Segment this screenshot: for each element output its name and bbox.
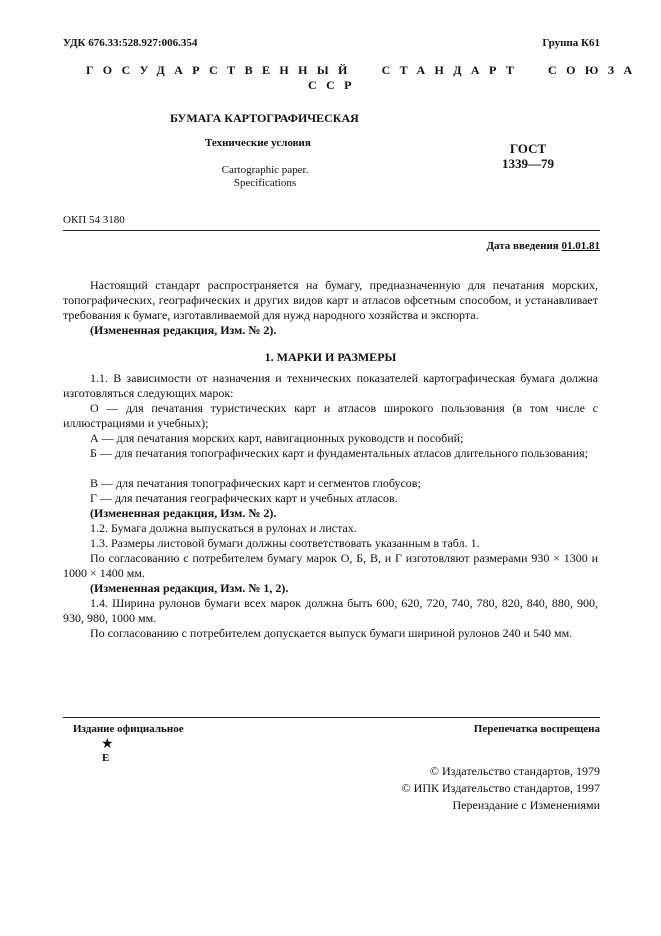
- gost-label: ГОСТ: [509, 141, 547, 156]
- star-icon: ★: [101, 737, 114, 752]
- introduction-date: [486, 240, 600, 253]
- mark-g: Г — для печатания географических карт и учебных атласов.: [90, 491, 398, 505]
- header-divider: [63, 230, 600, 231]
- english-title-line2: Specifications: [233, 177, 297, 189]
- reprint-prohibited: Перепечатка воспрещена: [473, 723, 600, 735]
- mark-a: А — для печатания морских карт, навигационных руководств и пособий;: [90, 431, 464, 445]
- revision-2: (Измененная редакция, Изм. № 1, 2).: [90, 581, 289, 595]
- gost-number: 1339—79: [502, 156, 554, 171]
- mark-o: О — для печатания туристических карт и атласов широкого пользования (в том числе с иллюстрациями и учебных);: [63, 401, 598, 430]
- edition-letter: Е: [102, 752, 110, 764]
- mark-v: В — для печатания топографических карт и сегментов глобусов;: [90, 476, 421, 490]
- introduction-date-label: Дата введения: [486, 240, 559, 252]
- intro-revision: (Измененная редакция, Изм. № 2).: [90, 323, 277, 337]
- clause-1-4-agreement: По согласованию с потребителем допускается выпуск бумаги шириной рулонов 240 и 540 мм.: [90, 626, 573, 640]
- clause-1-3-agreement: По согласованию с потребителем бумагу марок О, Б, В, и Г изготовляют размерами 930 × 1300 и 1000 × 1400 мм.: [63, 551, 598, 580]
- copyright-1979: © Издательство стандартов, 1979: [429, 764, 600, 778]
- footer-divider: [63, 717, 600, 718]
- official-edition: Издание официальное: [73, 723, 184, 735]
- intro-paragraph: Настоящий стандарт распространяется на бумагу, предназначенную для печатания морских, топографических, географических и других видов карт и атласов офсетным способом, и устанавливает требования к бумаге, изготавливаемой для нужд народного хозяйства и экспорта.: [63, 278, 598, 322]
- udk-code: УДК 676.33:528.927:006.354: [63, 37, 198, 49]
- clause-1-3: 1.3. Размеры листовой бумаги должны соответствовать указанным в табл. 1.: [90, 536, 480, 550]
- copyright-1997: © ИПК Издательство стандартов, 1997: [401, 781, 600, 795]
- revision-1: (Измененная редакция, Изм. № 2).: [90, 506, 277, 520]
- document-title: БУМАГА КАРТОГРАФИЧЕСКАЯ: [170, 111, 359, 125]
- mark-b: Б — для печатания топографических карт и фундаментальных атласов длительного пользования;: [90, 446, 588, 460]
- document-subtitle: Технические условия: [205, 137, 311, 149]
- english-title-line1: Cartographic paper.: [221, 164, 309, 176]
- clause-1-2: 1.2. Бумага должна выпускаться в рулонах и листах.: [90, 521, 357, 535]
- section-1-heading: 1. МАРКИ И РАЗМЕРЫ: [264, 350, 397, 364]
- group-code: Группа К61: [542, 37, 600, 49]
- state-standard-line2: ССР: [308, 78, 361, 92]
- okp-code: ОКП 54 3180: [63, 214, 125, 226]
- clause-1-1: 1.1. В зависимости от назначения и технических показателей картографическая бумага должна изготовляться следующих марок:: [63, 371, 598, 400]
- reissue-note: Переиздание с Изменениями: [452, 798, 600, 812]
- state-standard-line1: ГОСУДАРСТВЕННЫЙ СТАНДАРТ СОЮЗА: [86, 63, 642, 77]
- clause-1-4: 1.4. Ширина рулонов бумаги всех марок должна быть 600, 620, 720, 740, 780, 820, 840, 880, 900, 930, 980, 1000 мм.: [63, 596, 598, 625]
- introduction-date-value: 01.01.81: [561, 240, 600, 252]
